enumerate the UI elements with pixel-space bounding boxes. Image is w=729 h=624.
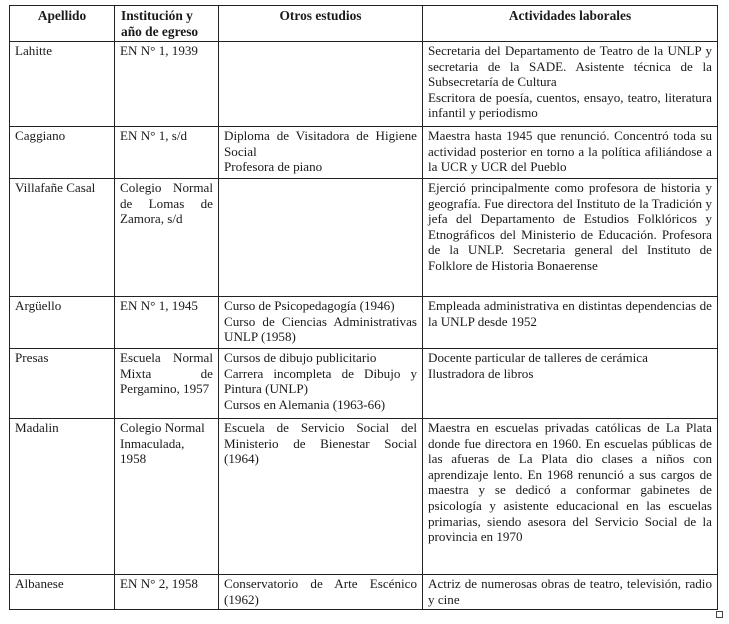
table-row: [10, 575, 718, 610]
otros-text: Carrera incompleta de Dibujo y Pintura (UNLP): [224, 365, 417, 397]
cell-otros-estudios: [219, 349, 423, 419]
otros-text: Escuela de Servicio Social del Ministerio de Bienestar Social (1964): [224, 420, 417, 467]
actividades-text: Maestra en escuelas privadas católicas de La Plata donde fue directora en 1960. En escuelas públicas de las afueras de La Plata dio clases a niños con aprendizaje lento. En 1968 renunció a sus cargos de maestra y se dedicó a conformar gabinetes de psicología y asistente educacional en las escuelas primarias, siendo asesora del Servicio Social de la provincia en 1970: [428, 420, 712, 545]
cell-otros-estudios: [219, 297, 423, 349]
table-resize-handle[interactable]: [716, 611, 723, 618]
actividades-text: Docente particular de talleres de cerámica: [428, 350, 648, 365]
cell-apellido: Caggiano: [10, 127, 115, 179]
actividades-text: Escritora de poesía, cuentos, ensayo, teatro, literatura infantil y periodismo: [428, 89, 712, 121]
cell-otros-estudios: [219, 42, 423, 127]
cell-otros-estudios: [219, 419, 423, 575]
header-apellido: Apellido: [10, 6, 115, 42]
table-row: [10, 419, 718, 575]
cell-institucion: EN N° 1, 1945: [115, 297, 219, 349]
cell-actividades: [423, 42, 718, 127]
actividades-text: Ilustradora de libros: [428, 365, 534, 381]
cell-apellido: Albanese: [10, 575, 115, 610]
cell-apellido: Argüello: [10, 297, 115, 349]
actividades-text: Secretaria del Departamento de Teatro de la UNLP y secretaria de la SADE. Asistente técnica de la Subsecretaría de Cultura: [428, 43, 712, 90]
cell-actividades: [423, 297, 718, 349]
otros-text: Diploma de Visitadora de Higiene Social: [224, 128, 417, 159]
cell-institucion: Escuela Normal Mixta de Pergamino, 1957: [115, 349, 219, 419]
cell-institucion: Colegio Normal Inmaculada, 1958: [115, 419, 219, 575]
cell-otros-estudios: [219, 127, 423, 179]
otros-text: Profesora de piano: [224, 159, 323, 175]
cell-actividades: [423, 179, 718, 297]
header-row: [10, 6, 718, 42]
cell-institucion: EN N° 1, 1939: [115, 42, 219, 127]
table-row: [10, 42, 718, 127]
cell-actividades: [423, 575, 718, 610]
cell-actividades: [423, 349, 718, 419]
cell-institucion: Colegio Normal de Lomas de Zamora, s/d: [115, 179, 219, 297]
cell-institucion: EN N° 2, 1958: [115, 575, 219, 610]
otros-text: Cursos de dibujo publicitario: [224, 350, 377, 365]
cell-otros-estudios: [219, 575, 423, 610]
otros-text: Conservatorio de Arte Escénico (1962): [224, 576, 417, 607]
biography-table: [9, 5, 718, 610]
cell-apellido: Madalin: [10, 419, 115, 575]
cell-apellido: Presas: [10, 349, 115, 419]
actividades-text: Empleada administrativa en distintas dependencias de la UNLP desde 1952: [428, 298, 712, 329]
cell-institucion: EN N° 1, s/d: [115, 127, 219, 179]
table-row: [10, 127, 718, 179]
header-otros-estudios: Otros estudios: [219, 6, 423, 42]
actividades-text: Ejerció principalmente como profesora de historia y geografía. Fue directora del Instituto de la Tradición y jefa del Departamento de Estudios Folklóricos y Etnográficos del Ministerio de Educación. Profesora de la UNLP. Secretaria general del Instituto de Folklore de Historia Bonaerense: [428, 180, 712, 273]
actividades-text: Maestra hasta 1945 que renunció. Concentró toda su actividad posterior en torno a la política afiliándose a la UCR y UCR del Pueblo: [428, 128, 712, 175]
cell-apellido: Lahitte: [10, 42, 115, 127]
cell-actividades: [423, 419, 718, 575]
cell-otros-estudios: [219, 179, 423, 297]
cell-actividades: [423, 127, 718, 179]
otros-text: Curso de Psicopedagogía (1946): [224, 298, 395, 313]
otros-text: Curso de Ciencias Administrativas UNLP (1958): [224, 313, 417, 345]
otros-text: Cursos en Alemania (1963-66): [224, 396, 386, 412]
table-row: [10, 349, 718, 419]
table-row: [10, 297, 718, 349]
header-institucion: Institución y año de egreso: [115, 6, 219, 42]
table-row: [10, 179, 718, 297]
actividades-text: Actriz de numerosas obras de teatro, televisión, radio y cine: [428, 576, 712, 607]
header-actividades-laborales: Actividades laborales: [423, 6, 718, 42]
cell-apellido: Villafañe Casal: [10, 179, 115, 297]
